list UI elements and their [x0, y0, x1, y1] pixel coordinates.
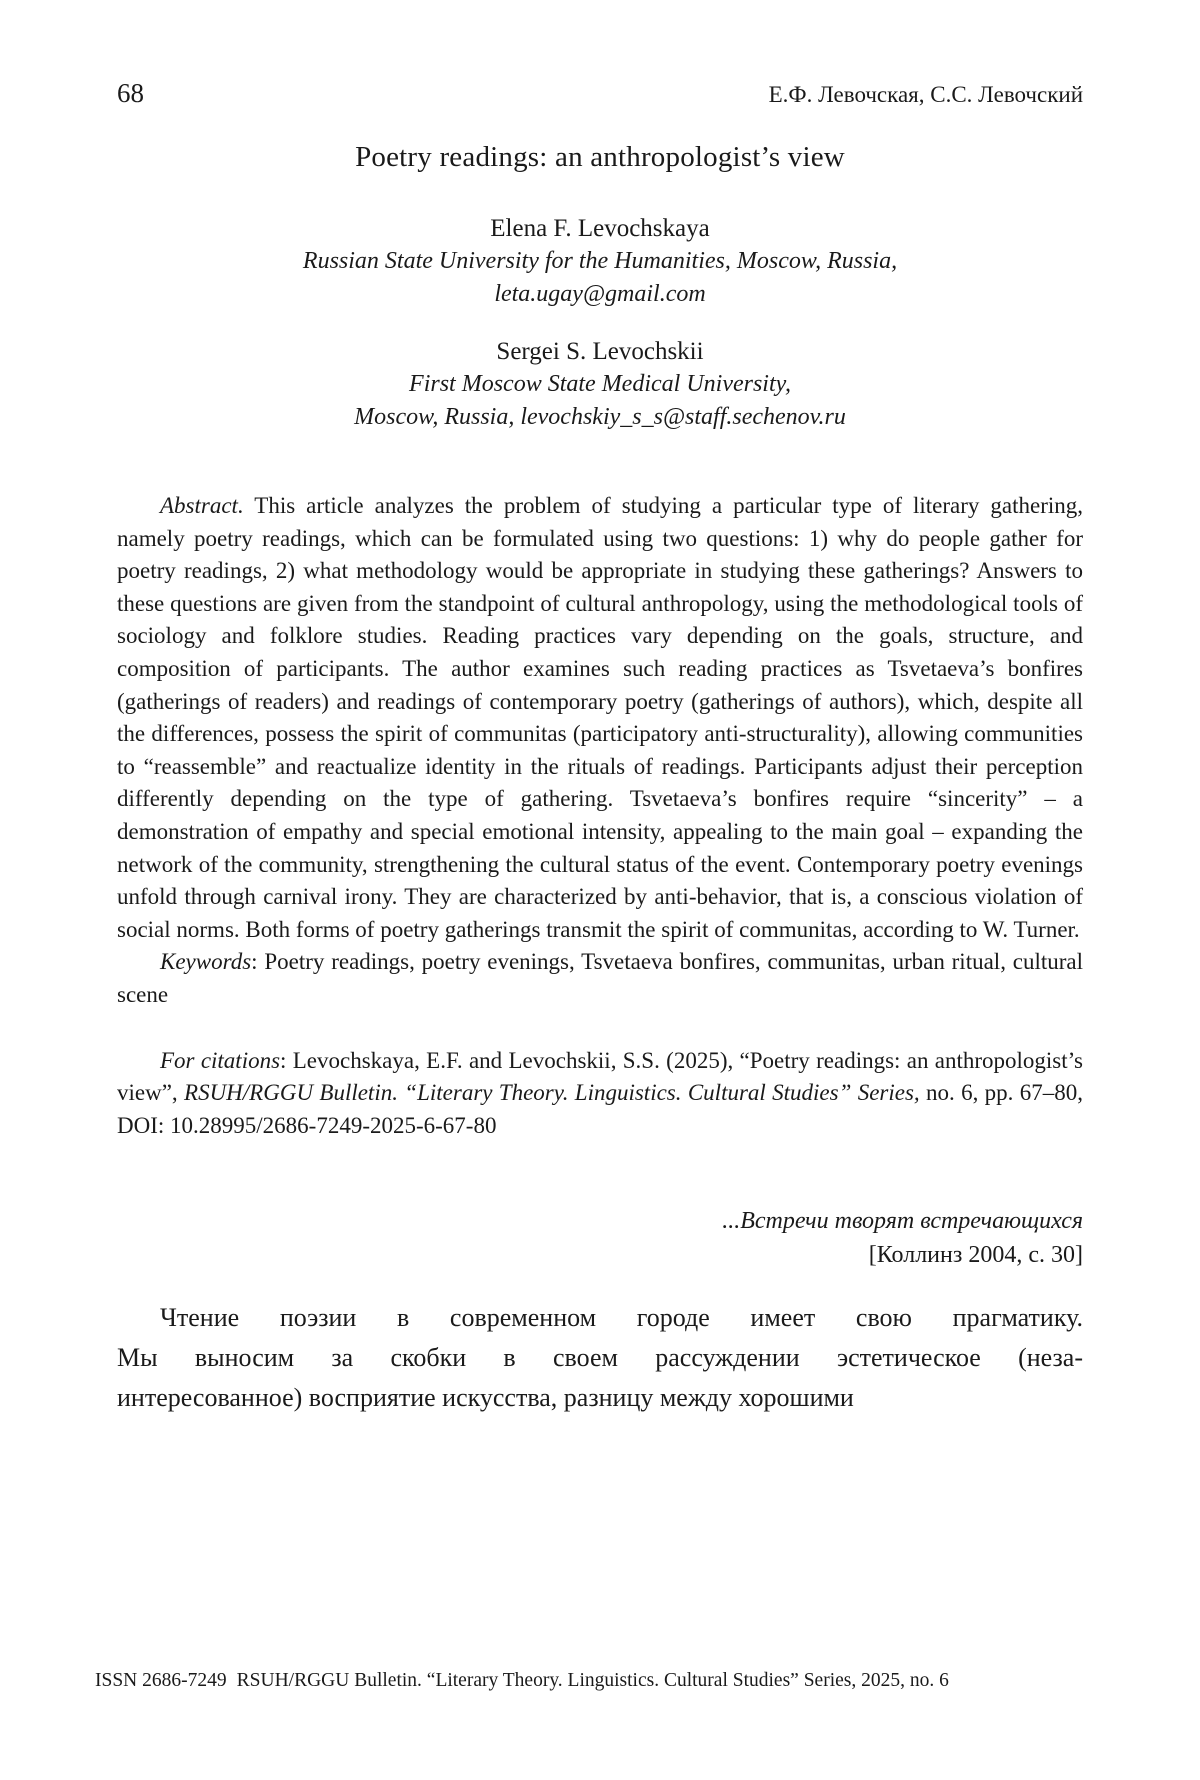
citation-text-2: no. 6, pp. 67–80, DOI: 10.28995/2686-7249-2025-6-67-80 — [117, 1080, 1084, 1138]
author-email: Moscow, Russia, levochskiy_s_s@staff.sechenov.ru — [354, 404, 846, 430]
footer-issn: ISSN 2686-7249 — [95, 1670, 227, 1691]
citation-paragraph — [117, 1045, 1083, 1143]
body-line: Чтение поэзии в современном городе имеет свою прагматику. — [160, 1303, 1083, 1333]
citation-label: For citations — [160, 1047, 281, 1073]
author-affiliation: Russian State University for the Humanities, Moscow, Russia, — [302, 248, 898, 274]
author-block-2 — [117, 335, 1083, 434]
body-line: Мы выносим за скобки в своем рассуждении эстетическое (неза- — [117, 1343, 1083, 1373]
keywords-paragraph — [117, 946, 1083, 1011]
citation-journal-title: RSUH/RGGU Bulletin. “Literary Theory. Linguistics. Cultural Studies” Series, — [184, 1080, 920, 1106]
article-title: Poetry readings: an anthropologist’s view — [355, 141, 845, 173]
author-block-1 — [117, 212, 1083, 311]
abstract-paragraph — [117, 490, 1083, 946]
citation-text-1: : Levochskaya, E.F. and Levochskii, S.S. (2025), “Poetry readings: an anthropologist’s view”, — [117, 1047, 1083, 1106]
abstract-text: This article analyzes the problem of studying a particular type of literary gathering, namely poetry readings, which can be formulated using two questions: 1) why do people gather for poetry readings, 2) what methodology would be appropriate in studying these gatherings? Answers to these questions are given from the standpoint of cultural anthropology, using the methodological tools of sociology and folklore studies. Reading practices vary depending on the goals, structure, and composition of participants. The author examines such reading practices as Tsvetaeva’s bonfires (gatherings of readers) and readings of contemporary poetry (gatherings of authors), which, despite all the differences, possess the spirit of communitas (participatory anti-structurality), allowing communities to “reassemble” and reactualize identity in the rituals of readings. Participants adjust their perception differently depending on the type of gathering. Tsvetaeva’s bonfires require “sincerity” – a demonstration of empathy and special emotional intensity, appealing to the main goal – expanding the network of the community, strengthening the cultural status of the event. Contemporary poetry evenings unfold through carnival irony. They are characterized by anti-behavior, that is, a conscious violation of social norms. Both forms of poetry gatherings transmit the spirit of communitas, according to W. Turner. — [117, 493, 1083, 942]
author-email: leta.ugay@gmail.com — [494, 281, 706, 307]
epigraph-quote: ...Встречи творят встречающихся — [722, 1208, 1083, 1235]
keywords-text: : Poetry readings, poetry evenings, Tsvetaeva bonfires, communitas, urban ritual, cultural scene — [117, 949, 1083, 1007]
citation-section — [117, 1045, 1083, 1143]
abstract-section — [117, 490, 1083, 1012]
body-line: интересованное) восприятие искусства, разницу между хорошими — [117, 1383, 854, 1413]
footer-journal-info: RSUH/RGGU Bulletin. “Literary Theory. Linguistics. Cultural Studies” Series, 2025, no. 6 — [236, 1670, 949, 1691]
epigraph-source: [Коллинз 2004, с. 30] — [868, 1242, 1083, 1269]
running-head-authors: Е.Ф. Левочская, С.С. Левочский — [768, 82, 1083, 107]
body-text-russian — [117, 1298, 1083, 1418]
page-header — [117, 78, 1083, 109]
author-name: Elena F. Levochskaya — [490, 215, 710, 242]
keywords-label: Keywords — [160, 949, 252, 975]
author-affiliation: First Moscow State Medical University, — [409, 371, 791, 397]
abstract-label: Abstract. — [160, 493, 244, 518]
page-number: 68 — [117, 78, 144, 108]
epigraph — [117, 1204, 1083, 1272]
footer-imprint — [95, 1670, 1117, 1692]
author-name: Sergei S. Levochskii — [496, 338, 704, 365]
